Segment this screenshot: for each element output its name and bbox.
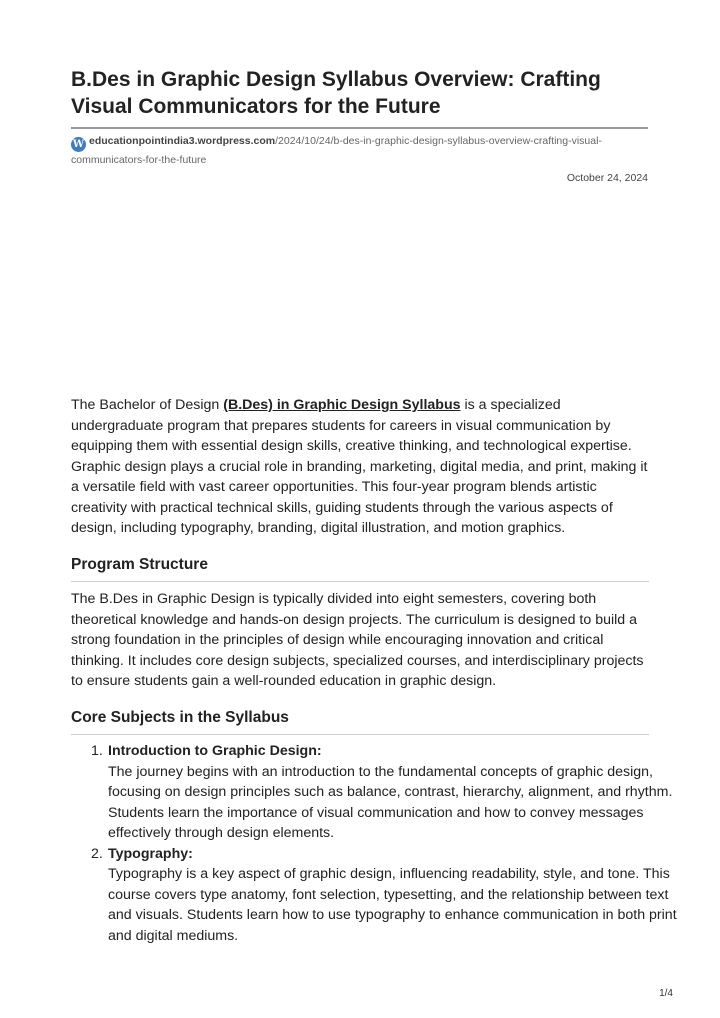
list-number: 2. — [91, 845, 103, 862]
publish-date: October 24, 2024 — [566, 172, 648, 184]
section-heading: Program Structure — [71, 555, 649, 582]
program-structure-block — [71, 589, 649, 692]
intro-before: The Bachelor of Design — [71, 397, 224, 413]
section-core-subjects — [71, 708, 649, 735]
intro-after: is a specialized undergraduate program that prepares students for careers in visual communication by equipping them with essential design skills, creative thinking, and technological expertise. Graphic design plays a crucial role in branding, marketing, digital media, and print, making it a versatile field with vast career opportunities. This four-year program blends artistic creativity with practical technical skills, guiding students through the various aspects of design, including typography, branding, digital illustration, and motion graphics. — [71, 397, 648, 536]
source-line — [71, 133, 631, 169]
list-item-body: Typography is a key aspect of graphic design, influencing readability, style, and tone. This course covers type anatomy, font selection, typesetting, and the relationship between text and visuals. Students learn how to use typography to enhance communication in both print and digital mediums. — [108, 866, 677, 944]
title-divider — [71, 127, 648, 129]
section-program-structure — [71, 555, 649, 582]
list-number: 1. — [91, 743, 103, 759]
intro-paragraph-block — [71, 395, 649, 539]
core-subjects-list — [71, 741, 686, 946]
list-item-body: The journey begins with an introduction to the fundamental concepts of graphic design, focusing on design principles such as balance, contrast, hierarchy, alignment, and rhythm. Students learn the importance of visual communication and how to convey messages effectively through design elements. — [108, 763, 673, 841]
source-path: /2024/10/24/b-des-in-graphic-design-syllabus-overview-crafting-visual-communicators-for-the-future — [71, 135, 602, 166]
list-item — [91, 844, 686, 947]
article-title: B.Des in Graphic Design Syllabus Overview: Crafting Visual Communicators for the Future — [71, 68, 601, 118]
intro-paragraph — [71, 395, 649, 539]
wordpress-icon: W — [72, 139, 85, 150]
list-item-title: Introduction to Graphic Design: — [108, 743, 322, 759]
section-heading: Core Subjects in the Syllabus — [71, 708, 649, 735]
syllabus-link[interactable]: (B.Des) in Graphic Design Syllabus — [223, 397, 461, 413]
program-structure-paragraph: The B.Des in Graphic Design is typically divided into eight semesters, covering both theoretical knowledge and hands-on design projects. The curriculum is designed to build a strong foundation in the principles of design while encouraging innovation and critical thinking. It includes core design subjects, specialized courses, and interdisciplinary projects to ensure students gain a well-rounded education in graphic design. — [71, 591, 644, 689]
list-item-title: Typography: — [108, 845, 193, 862]
list-item — [91, 741, 686, 844]
page-number: 1/4 — [659, 988, 673, 999]
source-link[interactable] — [71, 135, 602, 166]
source-domain: educationpointindia3.wordpress.com — [89, 135, 276, 147]
